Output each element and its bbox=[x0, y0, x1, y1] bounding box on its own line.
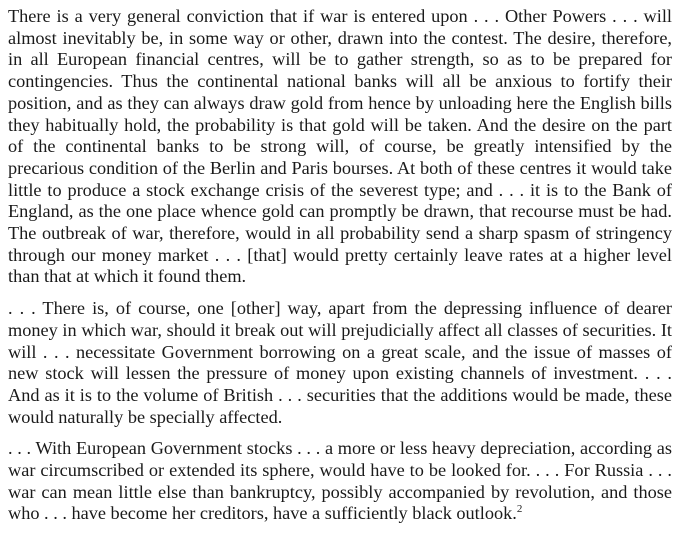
quoted-passage bbox=[8, 6, 672, 535]
footnote-marker: 2 bbox=[516, 503, 523, 516]
paragraph-3 bbox=[8, 438, 672, 525]
paragraph-1: There is a very general conviction that if war is entered upon . . . Other Powers . . . will almost inevitably be, in some way or other, drawn into the contest. The desire, therefore, in all European financial centres, will be to gather strength, so as to be prepared for contingencies. Thus the continental national banks will all be anxious to fortify their position, and as they can always draw gold from hence by unloading here the English bills they habitually hold, the probability is that gold will be taken. And the desire on the part of the continental banks to be strong will, of course, be greatly intensified by the precarious condition of the Berlin and Paris bourses. At both of these centres it would take little to produce a stock exchange crisis of the severest type; and . . . it is to the Bank of England, as the one place whence gold can promptly be drawn, that recourse must be had. The outbreak of war, therefore, would in all probability send a sharp spasm of stringency through our money market . . . [that] would pretty certainly leave rates at a higher level than that at which it found them. bbox=[8, 6, 672, 287]
paragraph-2: . . . There is, of course, one [other] way, apart from the depressing influence of dearer money in which war, should it break out will prejudicially affect all classes of securities. It will . . . necessitate Government borrowing on a great scale, and the issue of masses of new stock will lessen the pressure of money upon existing channels of investment. . . . And as it is to the volume of British . . . securities that the additions would be made, these would naturally be specially affected. bbox=[8, 298, 672, 427]
paragraph-3-text: . . . With European Government stocks . . . a more or less heavy depreciation, according as war circumscribed or extended its sphere, would have to be looked for. . . . For Russia . . . war can mean little else than bankruptcy, possibly accompanied by revolution, and those who . . . have become her creditors, have a sufficiently black outlook. bbox=[8, 438, 672, 524]
